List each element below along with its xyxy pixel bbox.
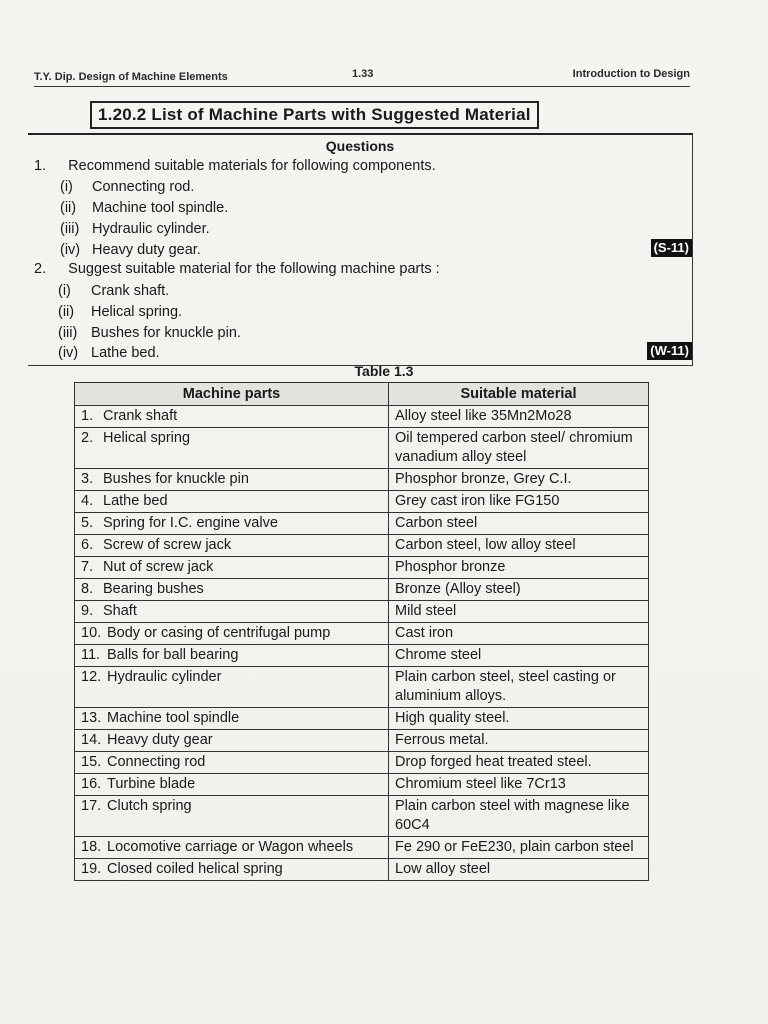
table-row: [75, 491, 649, 513]
machine-part-cell: [75, 667, 389, 708]
suitable-material-cell: Drop forged heat treated steel.: [389, 752, 649, 774]
machine-part-cell: [75, 623, 389, 645]
exam-tag-s11: (S-11): [651, 239, 692, 257]
machine-part-name: Lathe bed: [103, 493, 168, 509]
machine-part-name: Helical spring: [103, 430, 191, 446]
questions-box: [28, 133, 693, 366]
header-rule: [34, 86, 690, 87]
item-text: Crank shaft.: [91, 283, 170, 299]
question-2: [34, 261, 440, 277]
table-row: [75, 667, 649, 708]
suitable-material-cell: Chrome steel: [389, 645, 649, 667]
machine-part-name: Body or casing of centrifugal pump: [107, 625, 331, 641]
row-number: 16.: [81, 776, 102, 792]
table-row: [75, 406, 649, 428]
machine-part-cell: [75, 557, 389, 579]
table-row: [75, 859, 649, 881]
machine-part-cell: [75, 469, 389, 491]
header-book-title: T.Y. Dip. Design of Machine Elements: [34, 71, 228, 83]
suitable-material-cell: Chromium steel like 7Cr13: [389, 774, 649, 796]
machine-part-name: Bushes for knuckle pin: [103, 471, 249, 487]
machine-part-name: Machine tool spindle: [107, 710, 240, 726]
machine-part-name: Hydraulic cylinder: [107, 669, 222, 685]
machine-part-name: Crank shaft: [103, 408, 178, 424]
row-number: 17.: [81, 798, 102, 814]
table-row: [75, 774, 649, 796]
item-text: Bushes for knuckle pin.: [91, 325, 241, 341]
item-number: (i): [58, 283, 71, 299]
table-row: [75, 557, 649, 579]
row-number: 19.: [81, 861, 102, 877]
table-body: [75, 406, 649, 881]
table-row: [75, 579, 649, 601]
machine-part-name: Shaft: [103, 603, 137, 619]
question-text: Recommend suitable materials for following components.: [68, 158, 436, 174]
section-title: 1.20.2 List of Machine Parts with Suggested Material: [90, 101, 539, 129]
column-header-suitable-material: Suitable material: [389, 383, 649, 406]
machine-part-name: Connecting rod: [107, 754, 206, 770]
question-number: 2.: [34, 261, 47, 277]
row-number: 5.: [81, 515, 94, 531]
row-number: 14.: [81, 732, 102, 748]
machine-part-name: Turbine blade: [107, 776, 196, 792]
row-number: 10.: [81, 625, 102, 641]
machine-part-cell: [75, 730, 389, 752]
table-row: [75, 752, 649, 774]
suitable-material-cell: High quality steel.: [389, 708, 649, 730]
machine-part-name: Spring for I.C. engine valve: [103, 515, 278, 531]
machine-part-name: Locomotive carriage or Wagon wheels: [107, 839, 354, 855]
suitable-material-cell: Plain carbon steel with magnese like 60C4: [389, 796, 649, 837]
running-header: [34, 68, 690, 86]
table-row: [75, 708, 649, 730]
row-number: 4.: [81, 493, 94, 509]
suitable-material-cell: Carbon steel: [389, 513, 649, 535]
header-page-number: 1.33: [352, 68, 374, 80]
question-1-item: [60, 179, 194, 195]
machine-part-cell: [75, 708, 389, 730]
row-number: 1.: [81, 408, 94, 424]
item-text: Hydraulic cylinder.: [92, 221, 210, 237]
machine-part-cell: [75, 491, 389, 513]
question-number: 1.: [34, 158, 47, 174]
machine-part-name: Nut of screw jack: [103, 559, 214, 575]
item-number: (ii): [58, 304, 75, 320]
row-number: 7.: [81, 559, 94, 575]
suitable-material-cell: Ferrous metal.: [389, 730, 649, 752]
question-2-item: [58, 345, 160, 361]
item-number: (iii): [58, 325, 78, 341]
machine-part-cell: [75, 796, 389, 837]
suitable-material-cell: Phosphor bronze, Grey C.I.: [389, 469, 649, 491]
question-1: [34, 158, 436, 174]
table-row: [75, 601, 649, 623]
row-number: 8.: [81, 581, 94, 597]
table-row: [75, 796, 649, 837]
item-number: (iv): [58, 345, 79, 361]
machine-part-cell: [75, 406, 389, 428]
machine-part-cell: [75, 579, 389, 601]
item-number: (iv): [60, 242, 81, 258]
machine-part-name: Balls for ball bearing: [107, 647, 239, 663]
question-2-item: [58, 304, 182, 320]
item-number: (iii): [60, 221, 80, 237]
question-2-item: [58, 283, 169, 299]
header-chapter-title: Introduction to Design: [572, 68, 690, 80]
item-number: (ii): [60, 200, 77, 216]
machine-part-cell: [75, 428, 389, 469]
suitable-material-cell: Low alloy steel: [389, 859, 649, 881]
row-number: 11.: [81, 647, 101, 663]
suitable-material-cell: Carbon steel, low alloy steel: [389, 535, 649, 557]
questions-title: Questions: [325, 138, 395, 154]
question-1-item: [60, 200, 228, 216]
table-row: [75, 837, 649, 859]
machine-part-cell: [75, 645, 389, 667]
table-caption: Table 1.3: [354, 363, 414, 379]
machine-part-name: Clutch spring: [107, 798, 192, 814]
item-number: (i): [60, 179, 73, 195]
row-number: 15.: [81, 754, 102, 770]
row-number: 9.: [81, 603, 94, 619]
item-text: Lathe bed.: [91, 345, 160, 361]
machine-part-cell: [75, 513, 389, 535]
suitable-material-cell: Alloy steel like 35Mn2Mo28: [389, 406, 649, 428]
machine-part-cell: [75, 535, 389, 557]
row-number: 12.: [81, 669, 102, 685]
table-row: [75, 645, 649, 667]
question-2-item: [58, 325, 241, 341]
machine-part-cell: [75, 859, 389, 881]
question-1-item: [60, 242, 201, 258]
table-row: [75, 535, 649, 557]
machine-part-cell: [75, 601, 389, 623]
machine-part-cell: [75, 774, 389, 796]
machine-parts-table: [74, 382, 649, 881]
table-row: [75, 730, 649, 752]
suitable-material-cell: Grey cast iron like FG150: [389, 491, 649, 513]
row-number: 3.: [81, 471, 94, 487]
suitable-material-cell: Plain carbon steel, steel casting or aluminium alloys.: [389, 667, 649, 708]
row-number: 2.: [81, 430, 94, 446]
suitable-material-cell: Oil tempered carbon steel/ chromium vanadium alloy steel: [389, 428, 649, 469]
table-row: [75, 513, 649, 535]
column-header-machine-parts: Machine parts: [75, 383, 389, 406]
question-1-item: [60, 221, 210, 237]
machine-part-name: Bearing bushes: [103, 581, 204, 597]
row-number: 18.: [81, 839, 102, 855]
row-number: 6.: [81, 537, 94, 553]
question-text: Suggest suitable material for the following machine parts :: [68, 261, 440, 277]
table-row: [75, 469, 649, 491]
machine-part-name: Heavy duty gear: [107, 732, 213, 748]
suitable-material-cell: Phosphor bronze: [389, 557, 649, 579]
table-header-row: [75, 383, 649, 406]
machine-part-cell: [75, 752, 389, 774]
suitable-material-cell: Cast iron: [389, 623, 649, 645]
suitable-material-cell: Bronze (Alloy steel): [389, 579, 649, 601]
item-text: Connecting rod.: [92, 179, 195, 195]
row-number: 13.: [81, 710, 102, 726]
machine-part-name: Screw of screw jack: [103, 537, 232, 553]
machine-part-name: Closed coiled helical spring: [107, 861, 283, 877]
exam-tag-w11: (W-11): [647, 342, 692, 360]
item-text: Machine tool spindle.: [92, 200, 229, 216]
table-row: [75, 623, 649, 645]
suitable-material-cell: Fe 290 or FeE230, plain carbon steel: [389, 837, 649, 859]
suitable-material-cell: Mild steel: [389, 601, 649, 623]
table-row: [75, 428, 649, 469]
item-text: Helical spring.: [91, 304, 183, 320]
machine-part-cell: [75, 837, 389, 859]
item-text: Heavy duty gear.: [92, 242, 201, 258]
